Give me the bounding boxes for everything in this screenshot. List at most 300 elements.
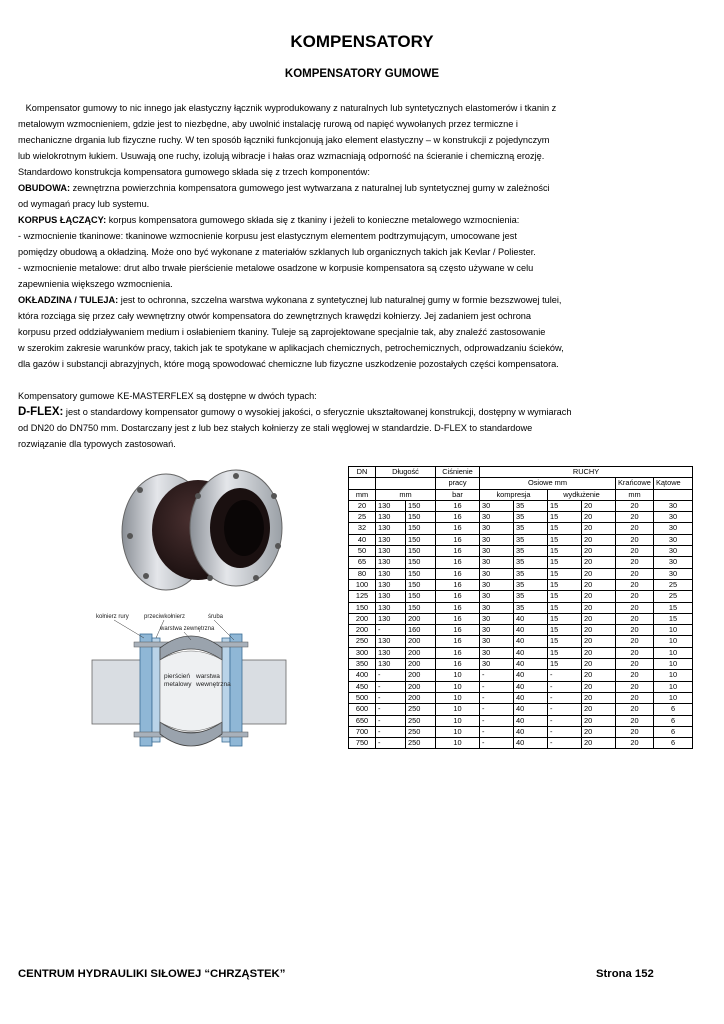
table-cell: 16: [436, 512, 480, 523]
table-cell: 200: [406, 692, 436, 703]
table-cell: 20: [616, 557, 654, 568]
table-cell: 30: [480, 568, 514, 579]
table-cell: 130: [376, 602, 406, 613]
table-cell: 30: [654, 546, 693, 557]
table-cell: -: [480, 726, 514, 737]
table-cell: 200: [349, 613, 376, 624]
table-cell: 20: [616, 715, 654, 726]
label-ring-2: metalowy: [164, 681, 192, 688]
table-row: [349, 568, 693, 579]
table-cell: 15: [654, 602, 693, 613]
table-cell: 600: [349, 704, 376, 715]
table-cell: -: [548, 670, 582, 681]
table-cell: 20: [582, 659, 616, 670]
table-cell: 30: [480, 500, 514, 511]
table-cell: 32: [349, 523, 376, 534]
table-cell: 16: [436, 546, 480, 557]
table-cell: 16: [436, 613, 480, 624]
table-row: [349, 681, 693, 692]
korpus-line: - wzmocnienie tkaninowe: tkaninowe wzmocnienie korpusu jest elastycznym elementem podtrzymującym, umocowane jest: [18, 231, 517, 241]
table-cell: 30: [480, 579, 514, 590]
table-cell: 10: [654, 670, 693, 681]
table-cell: 15: [548, 625, 582, 636]
table-cell: 6: [654, 738, 693, 749]
table-cell: 10: [654, 681, 693, 692]
table-cell: 35: [514, 534, 548, 545]
okladzina-paragraph: [18, 292, 623, 308]
table-cell: 20: [616, 726, 654, 737]
types-line: Kompensatory gumowe KE-MASTERFLEX są dostępne w dwóch typach:: [18, 391, 317, 401]
table-cell: 10: [436, 738, 480, 749]
unit-lateral: mm: [616, 489, 654, 500]
table-cell: 40: [514, 613, 548, 624]
label-counterflange: przeciwkołnierz: [144, 614, 186, 620]
korpus-line: - wzmocnienie metalowe: drut albo trwałe pierścienie metalowe osadzone w korpusie kompensatora są często używane w celu: [18, 263, 534, 273]
table-cell: 15: [548, 647, 582, 658]
table-cell: 20: [616, 647, 654, 658]
table-cell: 16: [436, 534, 480, 545]
table-cell: 25: [654, 579, 693, 590]
table-cell: 150: [406, 557, 436, 568]
svg-text:kołnierz rury: [96, 614, 129, 620]
body-text: [18, 100, 623, 452]
table-cell: 40: [514, 670, 548, 681]
header-extension: wydłużenie: [548, 489, 616, 500]
table-cell: 160: [406, 625, 436, 636]
table-cell: 35: [514, 579, 548, 590]
table-cell: 10: [436, 704, 480, 715]
table-cell: -: [548, 738, 582, 749]
header-dn: DN: [349, 467, 376, 478]
table-cell: 20: [616, 681, 654, 692]
table-cell: 130: [376, 534, 406, 545]
table-cell: 130: [376, 659, 406, 670]
table-row: [349, 659, 693, 670]
table-cell: 130: [376, 636, 406, 647]
table-cell: 20: [616, 546, 654, 557]
table-row: [349, 726, 693, 737]
table-cell: 10: [436, 692, 480, 703]
table-cell: 30: [654, 512, 693, 523]
table-cell: 20: [616, 523, 654, 534]
table-cell: 15: [548, 613, 582, 624]
table-row: [349, 546, 693, 557]
table-cell: 20: [582, 602, 616, 613]
table-cell: 20: [616, 500, 654, 511]
table-cell: 20: [616, 579, 654, 590]
table-cell: 25: [654, 591, 693, 602]
table-cell: 20: [582, 534, 616, 545]
table-cell: 35: [514, 591, 548, 602]
table-cell: 130: [376, 500, 406, 511]
table-cell: 40: [514, 681, 548, 692]
table-cell: 40: [514, 659, 548, 670]
table-cell: 150: [406, 568, 436, 579]
table-cell: 30: [480, 613, 514, 624]
table-row: [349, 692, 693, 703]
table-cell: 150: [406, 523, 436, 534]
table-header-row: [349, 478, 693, 489]
table-cell: 750: [349, 738, 376, 749]
table-cell: 20: [616, 512, 654, 523]
table-cell: 20: [582, 738, 616, 749]
table-header-row: [349, 467, 693, 478]
table-cell: 30: [480, 534, 514, 545]
table-cell: 30: [480, 546, 514, 557]
specs-table: [348, 466, 693, 749]
header-ruchy: RUCHY: [480, 467, 693, 478]
table-cell: 250: [406, 704, 436, 715]
okladzina-line: która rozciąga się przez cały wewnętrzny otwór kompensatora do zewnętrznych krawędzi kołnierzy. Jej zadaniem jest ochrona: [18, 311, 532, 321]
table-cell: -: [548, 692, 582, 703]
table-cell: 450: [349, 681, 376, 692]
unit-dn: mm: [349, 489, 376, 500]
table-cell: 20: [582, 591, 616, 602]
table-cell: 200: [406, 659, 436, 670]
table-cell: 20: [582, 625, 616, 636]
table-cell: -: [376, 704, 406, 715]
table-cell: 650: [349, 715, 376, 726]
label-flange: kołnierz: [96, 614, 117, 620]
table-cell: 20: [582, 681, 616, 692]
header-axial: Osiowe mm: [480, 478, 616, 489]
table-cell: 30: [480, 659, 514, 670]
table-cell: 200: [349, 625, 376, 636]
table-cell: 30: [480, 523, 514, 534]
table-cell: 20: [616, 613, 654, 624]
table-cell: -: [376, 670, 406, 681]
table-cell: 15: [548, 534, 582, 545]
table-cell: 200: [406, 636, 436, 647]
label-bolt: śruba: [208, 614, 224, 620]
header-compression: kompresja: [480, 489, 548, 500]
table-cell: 6: [654, 715, 693, 726]
table-row: [349, 613, 693, 624]
dflex-line: jest o standardowy kompensator gumowy o wysokiej jakości, o sferycznie ukształtowanej konstrukcji, dostępny w wymiarach: [65, 407, 572, 417]
intro-paragraph: [18, 100, 623, 116]
label-pipe: rury: [118, 614, 129, 620]
table-cell: 20: [582, 579, 616, 590]
table-cell: 20: [582, 523, 616, 534]
table-cell: 130: [376, 512, 406, 523]
okladzina-line: w szerokim zakresie warunków pracy, takich jak te spotykane w aplikacjach chemicznych, petrochemicznych, odprowadzaniu ścieków,: [18, 343, 564, 353]
table-cell: 10: [436, 681, 480, 692]
table-cell: 16: [436, 568, 480, 579]
table-cell: 20: [616, 625, 654, 636]
table-cell: 20: [582, 546, 616, 557]
table-cell: 30: [654, 500, 693, 511]
intro-line: Kompensator gumowy to nic innego jak elastyczny łącznik wyprodukowany z naturalnych lub syntetycznych elastomerów i tkanin z: [25, 103, 557, 113]
table-cell: 6: [654, 726, 693, 737]
table-cell: 20: [582, 568, 616, 579]
table-cell: 15: [548, 557, 582, 568]
table-row: [349, 591, 693, 602]
table-cell: 65: [349, 557, 376, 568]
table-cell: 40: [349, 534, 376, 545]
table-cell: 35: [514, 523, 548, 534]
table-cell: 40: [514, 738, 548, 749]
table-cell: 20: [582, 500, 616, 511]
label-inner-1: warstwa: [196, 673, 220, 680]
table-cell: 30: [480, 647, 514, 658]
table-cell: 40: [514, 726, 548, 737]
table-cell: 20: [616, 738, 654, 749]
dflex-line: rozwiązanie dla typowych zastosowań.: [18, 439, 176, 449]
table-cell: 20: [582, 613, 616, 624]
table-cell: 30: [654, 523, 693, 534]
table-cell: 16: [436, 647, 480, 658]
korpus-line: zapewnienia większego wzmocnienia.: [18, 279, 173, 289]
dflex-line: od DN20 do DN750 mm. Dostarczany jest z lub bez stałych kołnierzy ze stali węglowej w standardzie. D-FLEX to standardowe: [18, 423, 533, 433]
table-cell: -: [548, 681, 582, 692]
cross-section-diagram: [84, 604, 294, 758]
table-cell: 150: [406, 546, 436, 557]
table-cell: 150: [406, 602, 436, 613]
header-pressure: Ciśnienie: [436, 467, 480, 478]
table-cell: -: [548, 726, 582, 737]
table-cell: 200: [406, 647, 436, 658]
table-cell: 20: [582, 704, 616, 715]
header-pressure-2: pracy: [436, 478, 480, 489]
table-cell: 20: [616, 670, 654, 681]
table-cell: 35: [514, 602, 548, 613]
table-cell: -: [480, 681, 514, 692]
table-cell: 35: [514, 546, 548, 557]
table-cell: 40: [514, 715, 548, 726]
table-cell: 130: [376, 647, 406, 658]
table-row: [349, 579, 693, 590]
table-cell: 10: [436, 726, 480, 737]
table-cell: 500: [349, 692, 376, 703]
table-cell: 40: [514, 647, 548, 658]
table-cell: -: [376, 715, 406, 726]
table-cell: 200: [406, 613, 436, 624]
table-cell: 20: [582, 647, 616, 658]
table-row: [349, 670, 693, 681]
intro-line: lub wielokrotnym łukiem. Usuwają one ruchy, izolują wibracje i hałas oraz wzmacniają odporność na ścieranie i chemiczną erozję.: [18, 151, 545, 161]
table-cell: 150: [406, 512, 436, 523]
table-row: [349, 523, 693, 534]
table-cell: 130: [376, 613, 406, 624]
intro-line: Standardowo konstrukcja kompensatora gumowego składa się z trzech komponentów:: [18, 167, 370, 177]
table-cell: 150: [406, 500, 436, 511]
table-cell: 150: [406, 591, 436, 602]
table-cell: 15: [548, 602, 582, 613]
table-cell: 6: [654, 704, 693, 715]
table-cell: 30: [480, 512, 514, 523]
footer-company: CENTRUM HYDRAULIKI SIŁOWEJ “CHRZĄSTEK”: [18, 968, 286, 980]
okladzina-line: dla gazów i substancji abrazyjnych, które mogą spowodować chemiczne lub fizyczne uszkodzenie pozostałych części kompensatora.: [18, 359, 559, 369]
table-cell: 16: [436, 557, 480, 568]
table-units-row: [349, 489, 693, 500]
okladzina-term: OKŁADZINA / TULEJA:: [18, 295, 119, 305]
table-cell: 20: [616, 636, 654, 647]
table-cell: 15: [654, 613, 693, 624]
table-cell: 10: [654, 647, 693, 658]
table-cell: 20: [582, 715, 616, 726]
table-cell: 150: [406, 534, 436, 545]
unit-length: mm: [376, 489, 436, 500]
table-cell: 20: [582, 636, 616, 647]
korpus-line: korpus kompensatora gumowego składa się z tkaniny i jeżeli to konieczne metalowego wzmocnienia:: [108, 215, 520, 225]
table-cell: 50: [349, 546, 376, 557]
table-row: [349, 602, 693, 613]
table-cell: 20: [616, 704, 654, 715]
table-cell: 30: [480, 591, 514, 602]
obudowa-paragraph: [18, 180, 623, 196]
label-inner-2: wewnętrzna: [196, 681, 231, 688]
table-cell: -: [548, 715, 582, 726]
table-cell: 30: [654, 534, 693, 545]
table-cell: 40: [514, 704, 548, 715]
table-cell: 30: [480, 602, 514, 613]
table-cell: 16: [436, 602, 480, 613]
table-cell: 700: [349, 726, 376, 737]
table-cell: -: [376, 726, 406, 737]
table-cell: 30: [480, 636, 514, 647]
table-row: [349, 636, 693, 647]
dflex-term: D-FLEX:: [18, 406, 64, 418]
table-cell: -: [376, 738, 406, 749]
obudowa-term: OBUDOWA:: [18, 183, 71, 193]
table-cell: 20: [582, 670, 616, 681]
unit-pressure: bar: [436, 489, 480, 500]
table-cell: 40: [514, 625, 548, 636]
table-cell: 15: [548, 523, 582, 534]
table-cell: 20: [616, 568, 654, 579]
table-cell: 250: [406, 715, 436, 726]
table-cell: 130: [376, 579, 406, 590]
table-cell: -: [548, 704, 582, 715]
table-cell: 15: [548, 568, 582, 579]
table-cell: 10: [436, 715, 480, 726]
table-cell: 20: [616, 692, 654, 703]
table-cell: -: [376, 625, 406, 636]
label-ring-1: pierścień: [164, 673, 191, 680]
table-cell: 16: [436, 579, 480, 590]
table-cell: 16: [436, 591, 480, 602]
table-cell: 30: [654, 557, 693, 568]
okladzina-line: jest to ochronna, szczelna warstwa wykonana z syntetycznej lub naturalnej gumy w formie bezszwowej tulei,: [120, 295, 562, 305]
table-cell: 35: [514, 500, 548, 511]
table-cell: 15: [548, 546, 582, 557]
table-cell: 10: [654, 625, 693, 636]
table-cell: 125: [349, 591, 376, 602]
table-row: [349, 704, 693, 715]
table-row: [349, 557, 693, 568]
korpus-line: pomiędzy obudową a okładziną. Może ono być wykonane z materiałów szklanych lub organicznych takich jak Kevlar / Poliester.: [18, 247, 536, 257]
table-cell: 25: [349, 512, 376, 523]
table-row: [349, 715, 693, 726]
table-row: [349, 500, 693, 511]
table-cell: 250: [406, 738, 436, 749]
table-cell: 16: [436, 500, 480, 511]
table-cell: 10: [654, 692, 693, 703]
table-cell: 150: [406, 579, 436, 590]
table-cell: 16: [436, 636, 480, 647]
table-cell: 10: [654, 659, 693, 670]
header-length: Długość: [376, 467, 436, 478]
table-cell: -: [480, 692, 514, 703]
table-row: [349, 625, 693, 636]
header-lateral: Krańcowe: [616, 478, 654, 489]
table-cell: -: [376, 692, 406, 703]
table-cell: 80: [349, 568, 376, 579]
table-cell: 350: [349, 659, 376, 670]
table-cell: 130: [376, 557, 406, 568]
table-row: [349, 534, 693, 545]
dflex-paragraph: [18, 404, 623, 420]
table-cell: -: [480, 704, 514, 715]
table-cell: -: [480, 670, 514, 681]
table-cell: 250: [406, 726, 436, 737]
table-cell: 400: [349, 670, 376, 681]
table-cell: 130: [376, 546, 406, 557]
intro-line: metalowym wzmocnieniem, gdzie jest to niezbędne, aby uwolnić instalację rurową od napięć wywołanych przez termiczne i: [18, 119, 518, 129]
table-cell: 15: [548, 659, 582, 670]
table-cell: 10: [654, 636, 693, 647]
table-cell: 130: [376, 523, 406, 534]
table-cell: 40: [514, 692, 548, 703]
table-cell: 20: [616, 659, 654, 670]
table-cell: 20: [616, 534, 654, 545]
intro-line: mechaniczne drgania lub fizyczne ruchy. W ten sposób łączniki funkcjonują jako element elastyczny – w konstrukcji z pojedynczym: [18, 135, 550, 145]
table-cell: 20: [582, 692, 616, 703]
table-cell: 20: [582, 512, 616, 523]
table-cell: 150: [349, 602, 376, 613]
table-cell: 20: [616, 602, 654, 613]
table-cell: -: [480, 715, 514, 726]
table-cell: 15: [548, 500, 582, 511]
section-title: KOMPENSATORY GUMOWE: [284, 68, 440, 80]
table-cell: 15: [548, 636, 582, 647]
korpus-term: KORPUS ŁĄCZĄCY:: [18, 215, 107, 225]
table-row: [349, 512, 693, 523]
label-outer-layer: warstwa zewnętrzna: [160, 626, 215, 632]
table-cell: 35: [514, 568, 548, 579]
table-cell: 15: [548, 579, 582, 590]
table-cell: 30: [480, 625, 514, 636]
table-cell: -: [376, 681, 406, 692]
table-cell: 16: [436, 523, 480, 534]
table-cell: 250: [349, 636, 376, 647]
table-cell: 20: [616, 591, 654, 602]
table-cell: 16: [436, 625, 480, 636]
obudowa-line: od wymagań pracy lub systemu.: [18, 199, 150, 209]
table-cell: 35: [514, 557, 548, 568]
table-cell: 130: [376, 568, 406, 579]
header-angular: Kątowe: [654, 478, 693, 489]
table-cell: 35: [514, 512, 548, 523]
table-row: [349, 647, 693, 658]
table-cell: -: [480, 738, 514, 749]
okladzina-line: korpusu przed oddziaływaniem medium i osłabieniem tkaniny. Tuleje są zaprojektowane specjalnie tak, aby znaleźć zastosowanie: [18, 327, 546, 337]
table-cell: 20: [582, 557, 616, 568]
table-cell: 300: [349, 647, 376, 658]
table-cell: 10: [436, 670, 480, 681]
table-cell: 20: [349, 500, 376, 511]
table-cell: 15: [548, 512, 582, 523]
table-row: [349, 738, 693, 749]
table-cell: 16: [436, 659, 480, 670]
table-cell: 30: [654, 568, 693, 579]
korpus-paragraph: [18, 212, 623, 228]
obudowa-line: zewnętrzna powierzchnia kompensatora gumowego jest wytwarzana z naturalnej lub syntetycznej gumy w zależności: [72, 183, 550, 193]
page-title: KOMPENSATORY: [290, 32, 434, 51]
footer-page-number: Strona 152: [596, 968, 654, 980]
table-cell: 15: [548, 591, 582, 602]
table-cell: 30: [480, 557, 514, 568]
